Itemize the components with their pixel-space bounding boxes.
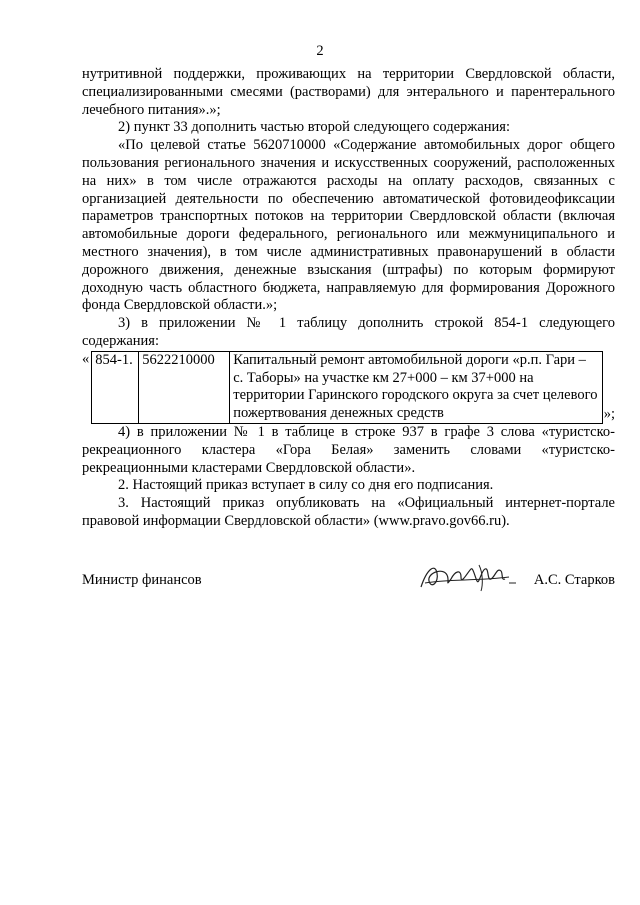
table-cell-description: Капитальный ремонт автомобильной дороги «р.п. Гари – с. Таборы» на участке км 27+000 – км 37+000 на территории Гаринского городского округа за счет целевого пожертвования денежных средств <box>230 351 602 423</box>
inserted-table <box>91 351 602 424</box>
table-open-quote: « <box>82 350 90 367</box>
paragraph-item-4: 4) в приложении № 1 в таблице в строке 937 в графе 3 слова «туристско-рекреационного кластера «Гора Белая» заменить словами «туристско-рекреационными кластерами Свердловской области». <box>82 423 615 476</box>
signer-name: А.С. Старков <box>533 572 615 588</box>
handwritten-signature <box>417 559 517 595</box>
paragraph-clause-2: 2. Настоящий приказ вступает в силу со дня его подписания. <box>118 477 494 494</box>
document-body <box>82 66 615 531</box>
inserted-table-block <box>82 351 615 424</box>
signer-title: Министр финансов <box>82 572 202 588</box>
table-cell-code: 5622210000 <box>139 351 230 423</box>
table-close-quote: »; <box>603 406 615 423</box>
paragraph-item-2: 2) пункт 33 дополнить частью второй следующего содержания: <box>118 119 510 136</box>
paragraph-continuation: нутритивной поддержки, проживающих на территории Свердловской области, специализированными смесями (растворами) для энтерального и парентерального лечебного питания».»; <box>82 66 615 118</box>
table-cell-number: 854-1. <box>92 351 139 423</box>
paragraph-clause-3: 3. Настоящий приказ опубликовать на «Официальный интернет-портале правовой информации Свердловской области» (www.pravo.gov66.ru). <box>82 495 615 529</box>
page-number: 2 <box>316 43 324 59</box>
table-row <box>92 351 602 423</box>
paragraph-quote-article: «По целевой статье 5620710000 «Содержание автомобильных дорог общего пользования регионального значения и искусственных сооружений, расположенных на них» в том числе отражаются расходы на оплату расходов, связанных с организацией деятельности по обеспечению автоматической фотовидеофиксации параметров транспортных потоков на территории Свердловской области (включая автомобильные дороги федерального, регионального или межмуниципального и местного значения), в том числе административных правонарушений в области дорожного движения, денежные взыскания (штрафы) по которым формируют доходную часть областного бюджета, направляемую для формирования Дорожного фонда Свердловской области.»; <box>82 137 615 314</box>
signature-block <box>82 565 615 605</box>
paragraph-item-3: 3) в приложении № 1 таблицу дополнить строкой 854-1 следующего содержания: <box>82 315 615 349</box>
